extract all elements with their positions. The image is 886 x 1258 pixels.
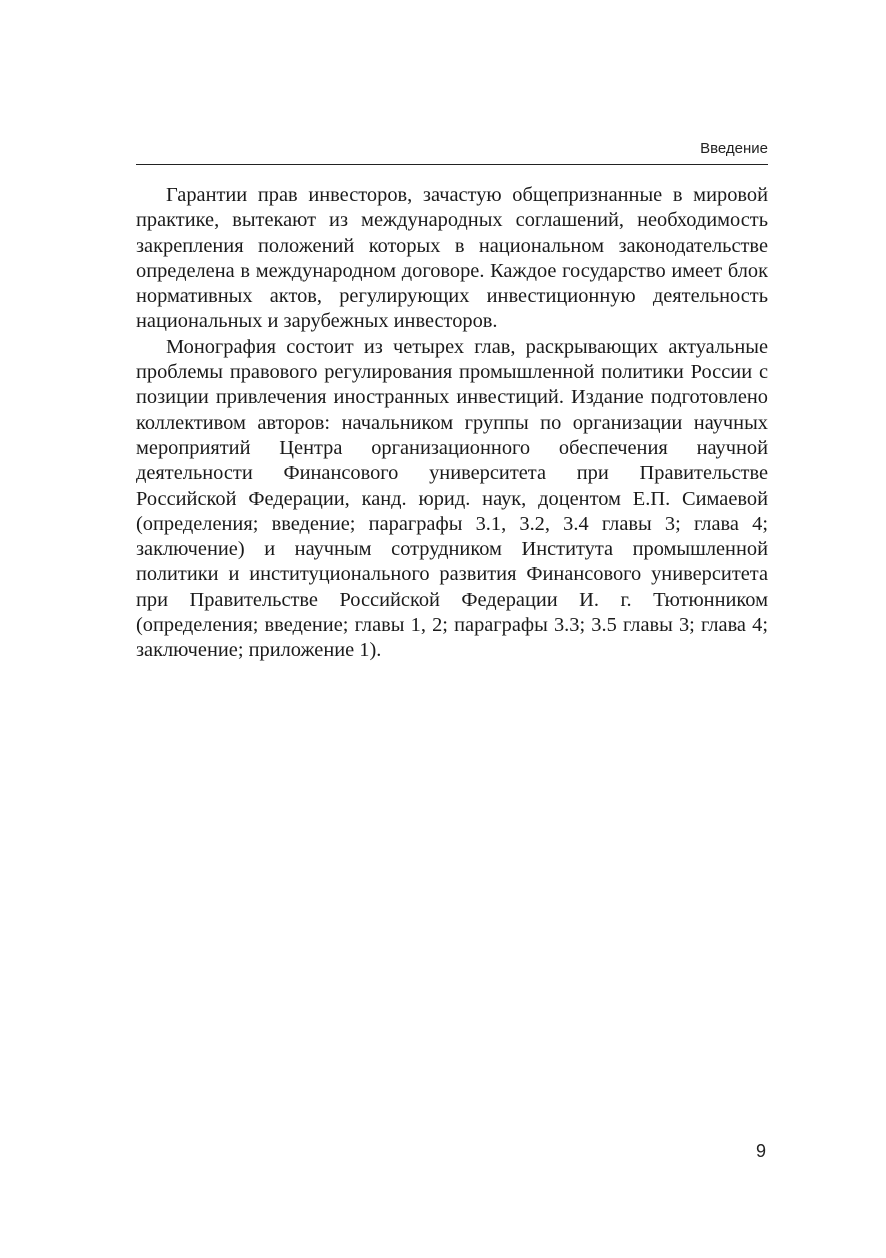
running-header xyxy=(136,139,768,165)
page-number: 9 xyxy=(755,1141,766,1161)
body-text xyxy=(136,183,768,664)
section-title: Введение xyxy=(700,140,768,157)
paragraph: Монография состоит из четырех глав, раскрывающих актуальные проблемы правового регулирования промышленной политики России с позиции привлечения иностранных инвестиций. Издание подготовлено коллективом авторов: начальником группы по организации научных мероприятий Центра организационного обеспечения научной деятельности Финансового университета при Правительстве Российской Федерации, канд. юрид. наук, доцентом Е.П. Симаевой (определения; введение; параграфы 3.1, 3.2, 3.4 главы 3; глава 4; заключение) и научным сотрудником Института промышленной политики и институционального развития Финансового университета при Правительстве Российской Федерации И. г. Тютюнником (определения; введение; главы 1, 2; параграфы 3.3; 3.5 главы 3; глава 4; заключение; приложение 1). xyxy=(136,335,768,662)
paragraph: Гарантии прав инвесторов, зачастую общепризнанные в мировой практике, вытекают из международных соглашений, необходимость закрепления положений которых в национальном законодательстве определена в международном договоре. Каждое государство имеет блок нормативных актов, регулирующих инвестиционную деятельность национальных и зарубежных инвесторов. xyxy=(136,184,768,333)
